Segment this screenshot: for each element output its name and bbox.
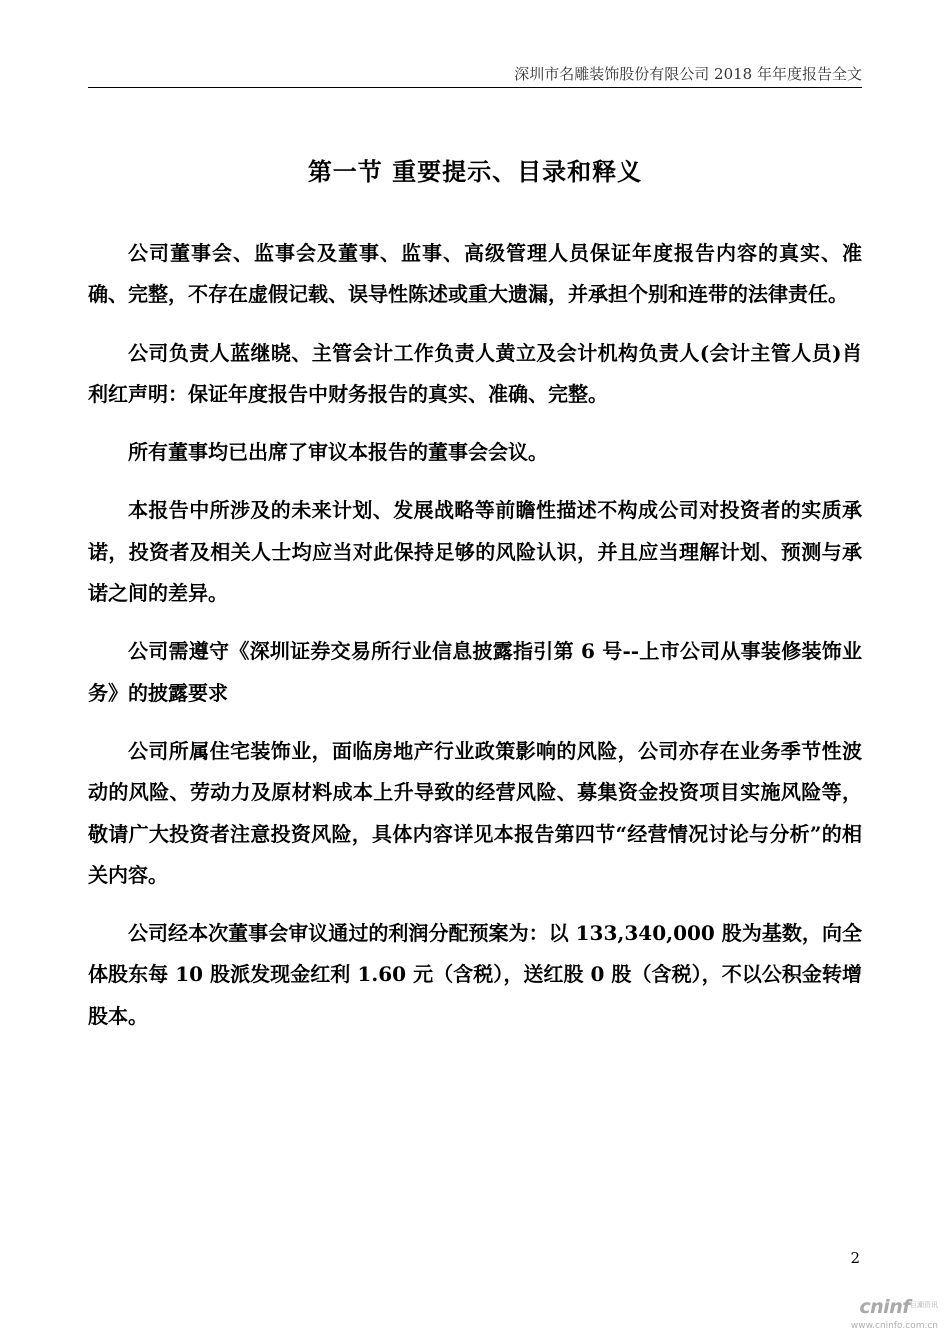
- paragraph-responsible-persons: 公司负责人蓝继晓、主管会计工作负责人黄立及会计机构负责人(会计主管人员)肖利红声明：保证年度报告中财务报告的真实、准确、完整。: [88, 340, 862, 406]
- paragraph-assurance: 公司董事会、监事会及董事、监事、高级管理人员保证年度报告内容的真实、准确、完整，不存在虚假记载、误导性陈述或重大遗漏，并承担个别和连带的法律责任。: [88, 241, 862, 307]
- cninfo-watermark: [828, 1296, 938, 1334]
- paragraph-attendance: 所有董事均已出席了审议本报告的董事会会议。: [128, 440, 548, 465]
- watermark-url: www.cninfo.com.cn: [850, 1321, 938, 1331]
- paragraph-risks: 公司所属住宅装饰业，面临房地产行业政策影响的风险，公司亦存在业务季节性波动的风险、劳动力及原材料成本上升导致的经营风险、募集资金投资项目实施风险等，敬请广大投资者注意投资风险，具体内容详见本报告第四节“经营情况讨论与分析”的相关内容。: [88, 738, 862, 887]
- paragraph-disclosure-guideline: 公司需遵守《深圳证券交易所行业信息披露指引第 6 号--上市公司从事装修装饰业务》的披露要求: [88, 639, 862, 705]
- paragraph-profit-distribution: 公司经本次董事会审议通过的利润分配预案为：以 133,340,000 股为基数，向全体股东每 10 股派发现金红利 1.60 元（含税），送红股 0 股（含税），不以公积金转增股本。: [88, 921, 862, 1028]
- document-body: [88, 233, 862, 1054]
- watermark-logo: cninf: [859, 1296, 910, 1318]
- header-title: 深圳市名雕装饰股份有限公司 2018 年年度报告全文: [514, 65, 862, 83]
- section-title: 第一节 重要提示、目录和释义: [307, 157, 643, 186]
- header-rule: [88, 87, 862, 88]
- paragraph-forward-looking: 本报告中所涉及的未来计划、发展战略等前瞻性描述不构成公司对投资者的实质承诺，投资者及相关人士均应当对此保持足够的风险认识，并且应当理解计划、预测与承诺之间的差异。: [88, 498, 862, 606]
- page-number: 2: [850, 1249, 860, 1267]
- watermark-subtitle: 巨潮资讯: [910, 1301, 938, 1309]
